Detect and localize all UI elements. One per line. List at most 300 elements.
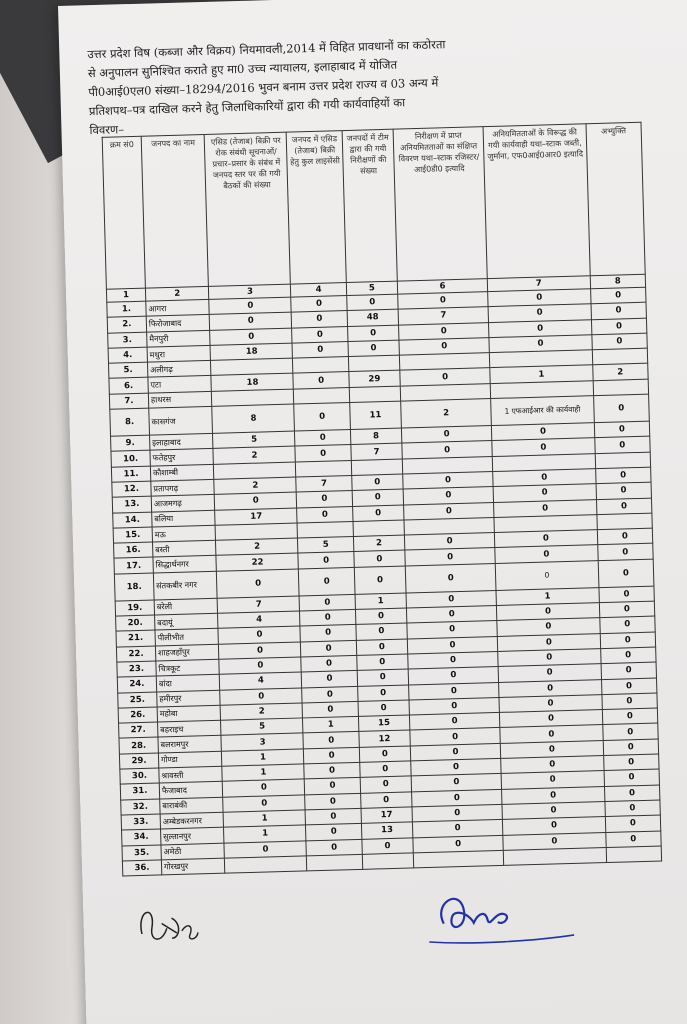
value-cell: 0 [305, 793, 361, 810]
value-cell: 0 [503, 817, 606, 835]
district-name-cell: अम्बेडकरनगर [160, 812, 224, 829]
district-name-cell: कासगंज [149, 406, 213, 435]
district-name-cell: प्रतापगढ़ [151, 479, 215, 496]
value-cell: 0 [348, 340, 400, 357]
value-cell: 0 [412, 804, 503, 822]
value-cell: 0 [489, 335, 592, 353]
value-cell: 0 [347, 325, 399, 342]
value-cell: 0 [492, 438, 595, 456]
value-cell: 0 [299, 567, 355, 596]
value-cell: 0 [590, 287, 646, 304]
serial-cell: 31. [120, 783, 159, 799]
district-name-cell: मऊ [152, 525, 216, 542]
value-cell: 0 [502, 801, 605, 819]
value-cell: 0 [357, 654, 409, 671]
serial-cell: 30. [120, 768, 159, 784]
value-cell: 0 [412, 789, 503, 807]
district-name-cell: एटा [148, 376, 212, 393]
value-cell: 0 [409, 682, 500, 700]
value-cell: 0 [602, 693, 658, 710]
header-line-3: पी0आई0एल0 संख्या–18294/2016 भुवन बनाम उत्तर प्रदेश राज्य व 03 अन्य में [88, 75, 439, 100]
value-cell: 18 [211, 343, 293, 361]
value-cell: 0 [292, 311, 348, 328]
serial-cell: 22. [116, 646, 155, 662]
value-cell: 0 [219, 642, 301, 660]
value-cell: 0 [497, 603, 600, 621]
column-header: जनपद में एसिड (तेजाब) बिक्री हेतु कुल लाइसेंसी [287, 131, 347, 284]
district-name-cell: अमेठी [161, 843, 225, 860]
value-cell: 0 [493, 484, 596, 502]
value-cell: 7 [398, 307, 489, 325]
value-cell: 5 [213, 431, 295, 449]
value-cell [349, 386, 401, 403]
value-cell: 0 [498, 649, 601, 667]
district-name-cell: बलरामपुर [158, 736, 222, 753]
district-name-cell: बहराइच [157, 720, 221, 737]
column-header: अभ्युक्ति [586, 122, 646, 275]
value-cell: 2 [214, 477, 296, 495]
serial-cell: 29. [119, 753, 158, 769]
value-cell: 0 [291, 296, 347, 313]
serial-cell: 16. [114, 542, 153, 558]
serial-cell: 34. [122, 829, 161, 845]
value-cell [293, 357, 349, 374]
right-signature [423, 880, 585, 954]
value-cell: 0 [357, 669, 409, 686]
value-cell: 0 [297, 491, 353, 508]
value-cell: 0 [603, 754, 659, 771]
district-name-cell: बलिया [152, 510, 216, 527]
value-cell: 0 [210, 312, 292, 330]
value-cell: 0 [209, 297, 291, 315]
value-cell: 17 [361, 807, 413, 824]
value-cell: 0 [497, 633, 600, 651]
column-number: 6 [397, 279, 487, 295]
value-cell [296, 460, 352, 477]
value-cell: 0 [605, 800, 661, 817]
value-cell: 0 [499, 679, 602, 697]
value-cell: 0 [602, 723, 658, 740]
value-cell: 0 [223, 779, 305, 797]
value-cell: 29 [349, 371, 401, 388]
district-name-cell: फतेहपुर [150, 449, 214, 466]
value-cell: 0 [404, 502, 495, 520]
value-cell [595, 452, 651, 469]
serial-cell: 21. [116, 630, 155, 646]
value-cell: 2 [401, 399, 492, 429]
column-number: 8 [590, 274, 646, 289]
value-cell: 0 [400, 368, 491, 386]
value-cell: 0 [346, 294, 398, 311]
value-cell: 0 [406, 606, 497, 624]
value-cell: 0 [295, 445, 351, 462]
value-cell: 0 [501, 756, 604, 774]
value-cell: 0 [360, 761, 412, 778]
value-cell: 7 [218, 596, 300, 614]
value-cell [351, 459, 403, 476]
value-cell: 4 [218, 611, 300, 629]
header-line-1: उत्तर प्रदेश विष (कब्जा और विक्रय) नियमावली,2014 में विहित प्रावधानों का कठोरता [87, 37, 446, 62]
value-cell: 0 [405, 548, 496, 566]
value-cell: 0 [596, 498, 652, 515]
value-cell: 1 [224, 810, 306, 828]
table-header-row [102, 122, 645, 289]
value-cell: 11 [349, 401, 401, 429]
left-signature [131, 902, 202, 949]
serial-cell: 5. [108, 362, 147, 378]
value-cell: 0 [407, 636, 498, 654]
value-cell: 0 [409, 713, 500, 731]
value-cell: 0 [403, 472, 494, 490]
value-cell [593, 379, 649, 396]
value-cell: 4 [220, 672, 302, 690]
value-cell: 0 [497, 618, 600, 636]
value-cell: 0 [297, 506, 353, 523]
district-name-cell: महोबा [157, 705, 221, 722]
column-number: 2 [145, 286, 209, 301]
serial-cell: 28. [119, 737, 158, 753]
value-cell: 0 [403, 487, 494, 505]
value-cell: 1 [355, 593, 407, 610]
serial-cell: 27. [119, 722, 158, 738]
value-cell: 0 [304, 762, 360, 779]
value-cell: 1 [496, 587, 599, 605]
value-cell: 17 [215, 508, 297, 526]
value-cell: 1 [224, 825, 306, 843]
value-cell: 0 [359, 746, 411, 763]
district-name-cell: शाहजहाँपुर [155, 644, 219, 661]
serial-cell: 12. [112, 481, 151, 497]
value-cell [597, 513, 653, 530]
serial-cell: 7. [109, 393, 148, 409]
district-name-cell: मैनपुरी [147, 330, 211, 347]
value-cell: 3 [221, 733, 303, 751]
serial-cell: 23. [117, 661, 156, 677]
value-cell: 2 [353, 535, 405, 552]
value-cell: 0 [301, 640, 357, 657]
value-cell: 0 [357, 685, 409, 702]
value-cell: 0 [599, 586, 655, 603]
column-number: 7 [487, 276, 590, 292]
district-name-cell: चित्रकूट [156, 659, 220, 676]
district-name-cell: बस्ती [152, 540, 216, 557]
value-cell: 0 [399, 337, 490, 355]
value-cell: 0 [358, 700, 410, 717]
serial-cell: 8. [110, 408, 150, 436]
value-cell: 0 [408, 667, 499, 685]
value-cell: 22 [216, 553, 298, 571]
value-cell: 0 [598, 559, 654, 588]
value-cell: 0 [604, 785, 660, 802]
value-cell: 0 [301, 655, 357, 672]
value-cell [413, 850, 504, 868]
value-cell: 0 [352, 489, 404, 506]
value-cell: 0 [411, 774, 502, 792]
value-cell: 0 [306, 839, 362, 856]
serial-cell: 4. [108, 347, 147, 363]
value-cell: 0 [218, 626, 300, 644]
value-cell: 1 [303, 717, 359, 734]
column-number: 4 [291, 283, 347, 298]
serial-cell: 15. [113, 527, 152, 543]
value-cell: 0 [603, 739, 659, 756]
value-cell: 0 [356, 623, 408, 640]
value-cell: 0 [594, 437, 650, 454]
value-cell: 0 [602, 708, 658, 725]
value-cell: 0 [352, 505, 404, 522]
value-cell: 0 [406, 590, 497, 608]
value-cell: 0 [591, 318, 647, 335]
value-cell [225, 856, 307, 874]
value-cell: 0 [305, 778, 361, 795]
value-cell [362, 853, 414, 870]
district-name-cell: सुल्तानपुर [160, 827, 224, 844]
value-cell: 0 [498, 664, 601, 682]
value-cell: 7 [351, 443, 403, 460]
value-cell: 0 [356, 639, 408, 656]
value-cell: 2 [221, 703, 303, 721]
serial-cell: 11. [111, 466, 150, 482]
value-cell: 2 [592, 364, 648, 381]
value-cell: 0 [303, 732, 359, 749]
value-cell [503, 847, 606, 865]
district-name-cell: गोण्डा [158, 751, 222, 768]
value-cell: 18 [211, 374, 293, 392]
value-cell: 0 [398, 292, 489, 310]
value-cell: 0 [492, 423, 595, 441]
value-cell: 0 [210, 328, 292, 346]
value-cell: 0 [401, 426, 492, 444]
value-cell: 2 [216, 538, 298, 556]
value-cell: 0 [410, 728, 501, 746]
value-cell [353, 520, 405, 537]
value-cell: 0 [298, 552, 354, 569]
column-header: जनपदों में टीम द्वारा की गयी निरीक्षणों की संख्या [342, 129, 397, 282]
serial-cell: 18. [114, 573, 154, 601]
value-cell: 0 [399, 322, 490, 340]
value-cell: 0 [601, 678, 657, 695]
value-cell: 0 [405, 563, 496, 593]
value-cell: 0 [604, 769, 660, 786]
serial-cell: 10. [111, 450, 150, 466]
table-body [107, 287, 662, 876]
value-cell: 0 [500, 725, 603, 743]
serial-cell: 1. [107, 301, 146, 317]
district-name-cell: हमीरपुर [157, 690, 221, 707]
column-number: 5 [346, 281, 398, 295]
district-report-table [102, 122, 662, 877]
district-name-cell: फिरोजाबाद [146, 315, 210, 332]
serial-cell: 2. [107, 316, 146, 332]
serial-cell: 33. [121, 814, 160, 830]
value-cell: 0 [223, 795, 305, 813]
serial-cell: 24. [117, 676, 156, 692]
value-cell: 0 [219, 657, 301, 675]
value-cell: 0 [594, 421, 650, 438]
value-cell [606, 846, 662, 863]
value-cell: 0 [360, 792, 412, 809]
value-cell: 0 [500, 740, 603, 758]
district-name-cell: बरेली [154, 598, 218, 615]
value-cell: 0 [605, 815, 661, 832]
value-cell: 0 [300, 625, 356, 642]
value-cell: 0 [404, 533, 495, 551]
value-cell: 0 [501, 771, 604, 789]
value-cell: 0 [600, 632, 656, 649]
value-cell: 15 [358, 715, 410, 732]
value-cell: 0 [402, 441, 493, 459]
serial-cell: 9. [111, 435, 150, 451]
value-cell: 1 [490, 365, 593, 383]
value-cell: 0 [600, 647, 656, 664]
district-name-cell: संतकबीर नगर [153, 571, 217, 600]
value-cell: 12 [359, 730, 411, 747]
value-cell: 0 [597, 528, 653, 545]
value-cell: 0 [362, 837, 414, 854]
document-page [58, 0, 687, 1024]
value-cell: 0 [217, 569, 300, 598]
serial-cell: 19. [115, 600, 154, 616]
value-cell: 0 [302, 701, 358, 718]
header-line-2: से अनुपालन सुनिश्चित कराते हुए मा0 उच्च न्यायालय, इलाहाबाद में योजित [87, 57, 398, 81]
value-cell: 0 [495, 530, 598, 548]
value-cell: 0 [596, 482, 652, 499]
column-number: 3 [209, 284, 291, 299]
value-cell: 0 [360, 776, 412, 793]
district-name-cell: बदायूं [154, 613, 218, 630]
value-cell: 0 [605, 830, 661, 847]
district-name-cell: गोरखपुर [161, 858, 225, 875]
value-cell: 7 [296, 475, 352, 492]
column-header: अनियमितताओं के विरूद्ध की गयी कार्यवाही यथा–स्टाक जब्ती, जुर्माना, एफ0आई0आर0 इत्यादि [483, 124, 590, 279]
value-cell: 0 [220, 687, 302, 705]
district-name-cell: श्रावस्ती [159, 766, 223, 783]
value-cell: 0 [299, 594, 355, 611]
value-cell [297, 521, 353, 538]
value-cell: 0 [595, 467, 651, 484]
value-cell: 0 [488, 304, 591, 322]
serial-cell: 26. [118, 707, 157, 723]
district-name-cell: अलीगढ़ [147, 361, 211, 378]
value-cell: 0 [597, 544, 653, 561]
district-name-cell: आगरा [146, 299, 210, 316]
district-name-cell: सिद्धार्थनगर [153, 556, 217, 573]
district-name-cell: इलाहाबाद [149, 433, 213, 450]
value-cell: 0 [488, 289, 591, 307]
value-cell: 0 [351, 474, 403, 491]
district-name-cell: बांदा [156, 674, 220, 691]
value-cell: 0 [304, 747, 360, 764]
value-cell [307, 854, 363, 871]
value-cell: 8 [350, 428, 402, 445]
value-cell: 0 [306, 824, 362, 841]
value-cell: 1 [222, 764, 304, 782]
district-name-cell: पीलीभीत [155, 629, 219, 646]
serial-cell: 20. [116, 615, 155, 631]
value-cell: 0 [224, 840, 306, 858]
value-cell: 0 [215, 492, 297, 510]
value-cell: 0 [302, 671, 358, 688]
value-cell: 0 [411, 758, 502, 776]
serial-cell: 3. [108, 332, 147, 348]
value-cell: 0 [502, 786, 605, 804]
value-cell: 5 [221, 718, 303, 736]
district-name-cell: मथुरा [147, 345, 211, 362]
value-cell: 0 [599, 601, 655, 618]
value-cell: 0 [499, 694, 602, 712]
value-cell: 0 [412, 820, 503, 838]
value-cell: 0 [300, 609, 356, 626]
header-line-5: विवरण– [89, 122, 125, 138]
value-cell: 0 [407, 621, 498, 639]
value-cell: 0 [302, 686, 358, 703]
value-cell: 0 [294, 403, 350, 432]
serial-cell: 35. [122, 844, 161, 860]
value-cell: 0 [593, 394, 649, 423]
header-line-4: प्रतिशपथ–पत्र दाखिल करने हेतु जिलाधिकारियों द्वारा की गयी कार्यवाहियों का [88, 95, 406, 119]
district-name-cell: हाथरस [148, 391, 212, 408]
serial-cell: 17. [114, 558, 153, 574]
value-cell: 0 [489, 319, 592, 337]
value-cell: 5 [298, 537, 354, 554]
value-cell: 0 [413, 835, 504, 853]
value-cell: 0 [601, 662, 657, 679]
value-cell: 2 [213, 446, 295, 464]
value-cell [348, 355, 400, 372]
column-header: क्रम सं0 [102, 136, 145, 289]
serial-cell: 6. [109, 378, 148, 394]
value-cell: 0 [500, 710, 603, 728]
value-cell: 0 [354, 566, 406, 594]
value-cell: 0 [355, 608, 407, 625]
value-cell: 0 [599, 616, 655, 633]
column-header: निरीक्षण में प्राप्त अनियमितताओं का संक्षिप्त विवरण यथा–स्टाक रजिस्टर/ आई0डी0 इत्यादि [393, 127, 487, 281]
value-cell: 0 [305, 808, 361, 825]
column-number: 1 [106, 288, 145, 302]
value-cell: 1 [222, 749, 304, 767]
district-name-cell: आजमगढ़ [151, 495, 215, 512]
value-cell: 0 [493, 469, 596, 487]
value-cell: 8 [212, 404, 295, 433]
value-cell [592, 348, 648, 365]
value-cell: 0 [354, 550, 406, 567]
value-cell: 13 [361, 822, 413, 839]
value-cell: 0 [292, 326, 348, 343]
serial-cell: 13. [112, 496, 151, 512]
value-cell: 0 [408, 651, 499, 669]
district-name-cell: बाराबंकी [160, 797, 224, 814]
value-cell: 48 [347, 309, 399, 326]
value-cell: 1 एफआईआर की कार्यवाही [491, 396, 594, 426]
serial-cell: 14. [113, 512, 152, 528]
value-cell: 0 [410, 743, 501, 761]
value-cell: 0 [295, 430, 351, 447]
column-header: एसिड (तेजाब) बिक्री पर रोक संबंधी सूचनाओं/ प्रचार–प्रसार के संबंध में जनपद स्तर पर की गयी बैठकों की संख्या [205, 132, 291, 286]
value-cell: 0 [293, 372, 349, 389]
value-cell: 0 [503, 832, 606, 850]
value-cell: 0 [591, 302, 647, 319]
value-cell: 0 [495, 560, 598, 590]
district-name-cell: कौशाम्बी [150, 464, 214, 481]
value-cell [294, 387, 350, 404]
serial-cell: 32. [121, 799, 160, 815]
value-cell: 0 [292, 341, 348, 358]
column-header: जनपद का नाम [141, 134, 209, 288]
value-cell: 0 [494, 499, 597, 517]
value-cell: 0 [495, 545, 598, 563]
serial-cell: 25. [118, 692, 157, 708]
value-cell: 0 [409, 697, 500, 715]
